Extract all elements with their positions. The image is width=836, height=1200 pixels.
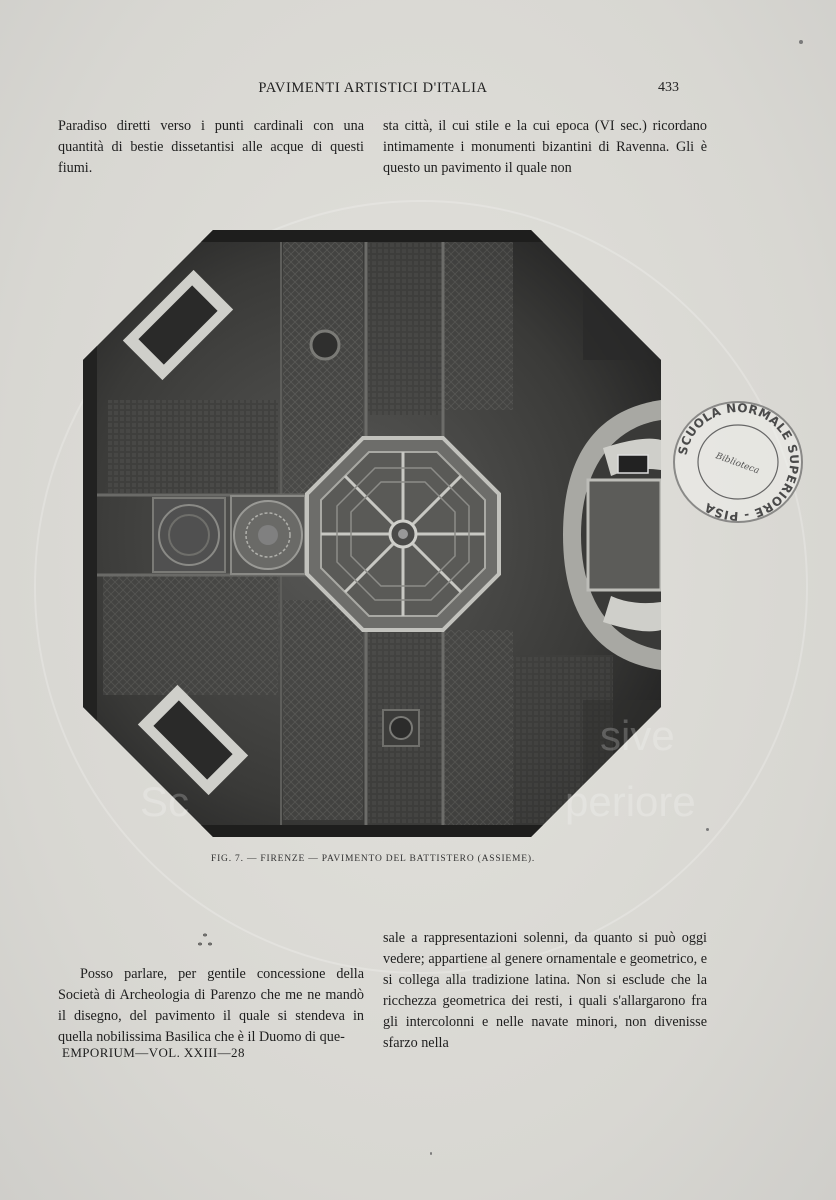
stamp-outer-text: SCUOLA NORMALE SUPERIORE - PISA [675,400,802,524]
text-top-right: sta città, il cui stile e la cui epoca (VI sec.) ricordano intimamente i monumenti bizantini di Ravenna. Gli è questo un pavimento il quale non [383,118,707,176]
paper-speck [706,828,709,831]
watermark-text: periore [565,778,696,825]
watermark-text: Sc [140,778,190,825]
paper-speck [430,1152,432,1155]
library-stamp [672,400,804,524]
running-title: PAVIMENTI ARTISTICI D'ITALIA [258,80,488,96]
baptistery-floor-photo [83,230,661,837]
text-bottom-right: sale a rappresentazioni solenni, da quanto si può oggi vedere; appartiene al genere ornamentale e geometrico, e si collega alla tradizione latina. Non si esclude che la ricchezza geometrica dei resti, i quali s'allargarono fra gli intercolonni e nelle navate minori, non divenisse sfarzo nella [383,930,707,1051]
section-mark: * * * [197,932,213,952]
paper-speck [799,40,803,44]
stamp-inner-text: Biblioteca [714,451,761,477]
text-top-left: Paradiso diretti verso i punti cardinali con una quantità di bestie dissetantisi alle acque di questi fiumi. [58,118,364,176]
text-bottom-left: Posso parlare, per gentile concessione della Società di Archeologia di Parenzo che me ne mandò il disegno, del pavimento il quale si stendeva in quella nobilissima Basilica che è il Duomo di que- [58,966,364,1045]
signature-mark: EMPORIUM—VOL. XXIII—28 [62,1045,245,1060]
figure-caption: FIG. 7. — FIRENZE — PAVIMENTO DEL BATTISTERO (ASSIEME). [211,854,535,864]
watermark-text: sive [600,712,675,759]
page-number: 433 [658,80,679,95]
